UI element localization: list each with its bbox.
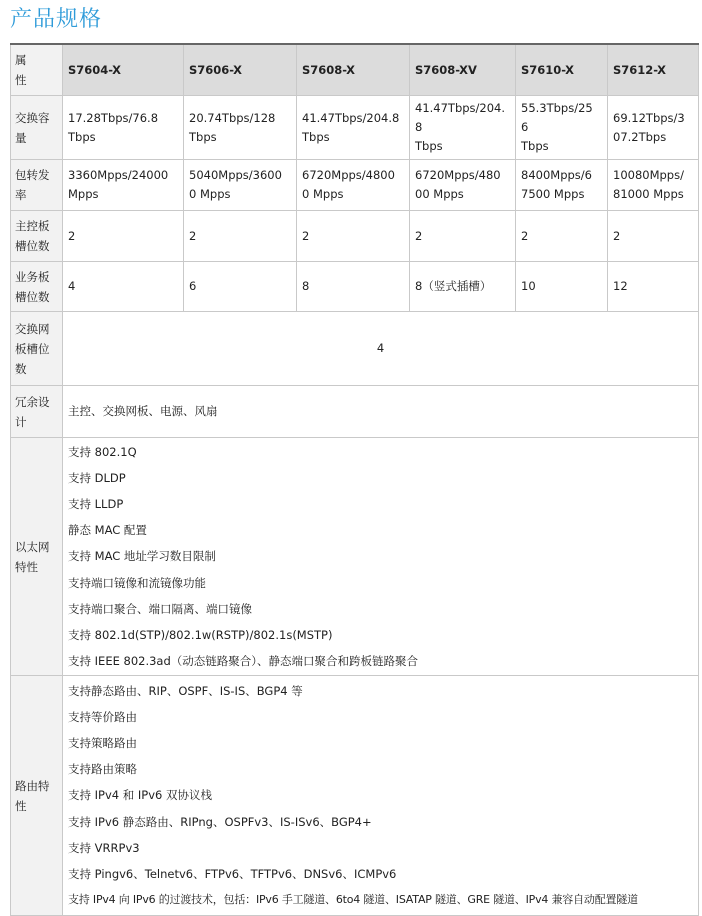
spec-table: [10, 43, 699, 916]
table-cell: 69.12Tbps/3 07.2Tbps: [608, 96, 699, 160]
list-item: 支持 IPv4 和 IPv6 双协议栈: [68, 788, 213, 803]
table-cell: 6: [184, 262, 297, 312]
table-cell: 2: [608, 211, 699, 262]
list-item: 支持 IEEE 802.3ad（动态链路聚合）、静态端口聚合和跨板链路聚合: [68, 654, 419, 669]
list-item: 支持等价路由: [68, 709, 137, 724]
table-cell: 41.47Tbps/204. 8 Tbps: [410, 96, 516, 160]
table-cell: 20.74Tbps/128 Tbps: [184, 96, 297, 160]
table-row: [11, 262, 699, 312]
table-cell: 4: [63, 262, 184, 312]
table-row: [11, 386, 699, 438]
row-label: 业务板 槽位数: [11, 262, 63, 312]
model-header: S7608-X: [297, 44, 410, 96]
table-row: [11, 312, 699, 386]
row-label: 交换容 量: [11, 96, 63, 160]
list-item: 支持 MAC 地址学习数目限制: [68, 549, 216, 564]
table-cell: 4: [63, 312, 699, 386]
row-label: 主控板 槽位数: [11, 211, 63, 262]
table-row: [11, 676, 699, 916]
model-header: S7604-X: [63, 44, 184, 96]
row-label: 路由特 性: [11, 676, 63, 916]
row-label: 交换网 板槽位 数: [11, 312, 63, 386]
table-cell: 17.28Tbps/76.8 Tbps: [63, 96, 184, 160]
list-item: 支持 802.1d(STP)/802.1w(RSTP)/802.1s(MSTP): [68, 628, 333, 642]
row-label: 以太网 特性: [11, 438, 63, 676]
model-header: S7606-X: [184, 44, 297, 96]
table-cell: 6720Mpps/480 00 Mpps: [410, 160, 516, 211]
attr-header: 属 性: [11, 44, 63, 96]
model-header: S7608-XV: [410, 44, 516, 96]
table-cell: 10: [516, 262, 608, 312]
list-item: 支持 VRRPv3: [68, 840, 140, 855]
list-item: 支持 IPv6 静态路由、RIPng、OSPFv3、IS-ISv6、BGP4+: [68, 814, 372, 829]
feature-list: [63, 438, 699, 676]
list-item: 支持 802.1Q: [68, 444, 137, 459]
feature-list: [63, 676, 699, 916]
table-row: [11, 211, 699, 262]
table-cell: 3360Mpps/24000 Mpps: [63, 160, 184, 211]
row-label: 包转发 率: [11, 160, 63, 211]
table-cell: 12: [608, 262, 699, 312]
table-row: [11, 160, 699, 211]
table-row: [11, 438, 699, 676]
list-item: 支持 LLDP: [68, 496, 124, 511]
list-item: 支持 IPv4 向 IPv6 的过渡技术，包括：IPv6 手工隧道、6to4 隧道、ISATAP 隧道、GRE 隧道、IPv4 兼容自动配置隧道: [68, 893, 638, 907]
table-cell: 2: [516, 211, 608, 262]
table-cell: 55.3Tbps/25 6 Tbps: [516, 96, 608, 160]
model-header: S7610-X: [516, 44, 608, 96]
list-item: 支持 DLDP: [68, 470, 126, 485]
table-cell: 2: [297, 211, 410, 262]
page-title: 产品规格: [10, 7, 103, 32]
row-label: 冗余设 计: [11, 386, 63, 438]
table-cell: 41.47Tbps/204.8 Tbps: [297, 96, 410, 160]
table-cell: 10080Mpps/ 81000 Mpps: [608, 160, 699, 211]
table-cell: 2: [410, 211, 516, 262]
table-row: [11, 96, 699, 160]
list-item: 支持端口聚合、端口隔离、端口镜像: [68, 601, 252, 616]
table-cell: 8: [297, 262, 410, 312]
table-cell: 8400Mpps/6 7500 Mpps: [516, 160, 608, 211]
table-cell: 2: [184, 211, 297, 262]
list-item: 支持端口镜像和流镜像功能: [68, 575, 206, 590]
list-item: 支持策略路由: [68, 735, 137, 750]
table-cell: 6720Mpps/4800 0 Mpps: [297, 160, 410, 211]
table-cell: 5040Mpps/3600 0 Mpps: [184, 160, 297, 211]
table-cell: 8（竖式插槽）: [410, 262, 516, 312]
table-cell: 2: [63, 211, 184, 262]
list-item: 支持路由策略: [68, 762, 137, 777]
list-item: 支持静态路由、RIP、OSPF、IS-IS、BGP4 等: [68, 683, 303, 698]
list-item: 支持 Pingv6、Telnetv6、FTPv6、TFTPv6、DNSv6、ICMPv6: [68, 867, 397, 881]
table-cell: 主控、交换网板、电源、风扇: [63, 386, 699, 438]
list-item: 静态 MAC 配置: [68, 523, 147, 538]
model-header: S7612-X: [608, 44, 699, 96]
table-header-row: [11, 44, 699, 96]
